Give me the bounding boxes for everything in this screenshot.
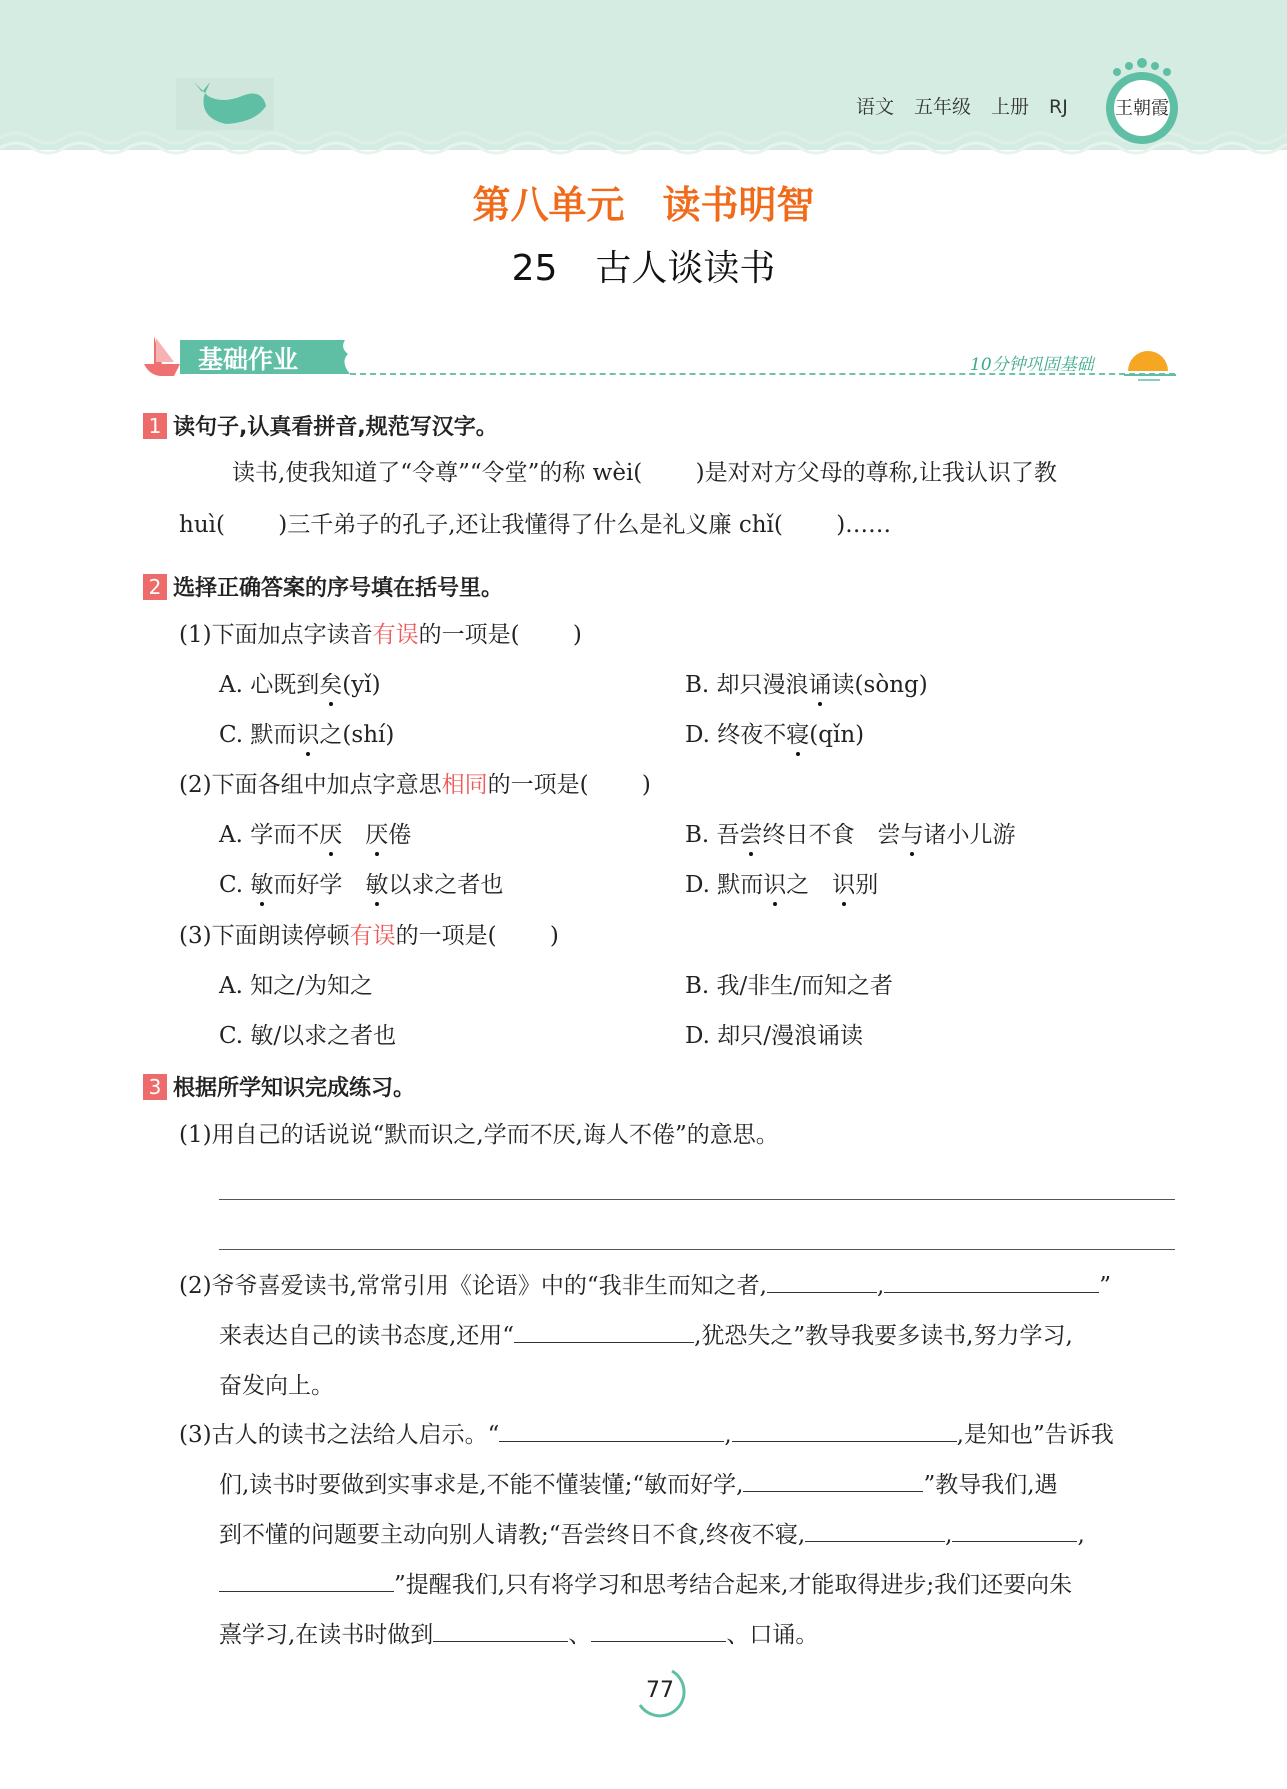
- line-text: ,犹恐失之”教导我要多读书,努力学习,: [694, 1323, 1073, 1349]
- option-char: 浪: [794, 1023, 817, 1049]
- option-char: D: [685, 872, 703, 898]
- answer-option[interactable]: [219, 819, 411, 851]
- whale-icon: [176, 78, 274, 130]
- option-char: 之: [319, 722, 343, 748]
- option-char: 不: [808, 822, 832, 848]
- option-char: n: [840, 722, 856, 748]
- q3-fill-line: [219, 1569, 1072, 1601]
- option-char: g: [904, 672, 919, 698]
- option-char: 者: [350, 1023, 374, 1049]
- question-title: 选择正确答案的序号填在括号里。: [173, 576, 504, 601]
- option-char: ǐ: [832, 722, 841, 748]
- answer-option[interactable]: [685, 719, 864, 751]
- option-char: 为: [304, 973, 327, 999]
- dotted-character: 厌: [319, 822, 343, 848]
- dotted-character: 识: [763, 872, 787, 898]
- option-char: h: [363, 722, 379, 748]
- option-char: 心: [250, 672, 274, 698]
- option-char: 求: [304, 1023, 328, 1049]
- option-char: (: [342, 672, 352, 698]
- q3-fill-line: [219, 1320, 1073, 1352]
- q3-fill-line: [179, 1419, 1114, 1451]
- option-char: ò: [875, 672, 890, 698]
- option-char: (: [342, 722, 352, 748]
- question-number-badge: 2: [143, 574, 167, 600]
- q1-text-line: 读书,使我知道了“令尊”“令堂”的称 wèi( )是对对方父母的尊称,让我认识了教: [232, 460, 1057, 486]
- option-char: .: [235, 872, 244, 898]
- fill-blank[interactable]: [952, 1520, 1077, 1542]
- line-text: 熹学习,在读书时做到: [219, 1622, 434, 1648]
- option-char: 以: [281, 1023, 305, 1049]
- volume: 上册: [991, 96, 1030, 118]
- option-char: 却: [717, 1023, 741, 1049]
- option-char: 食: [831, 822, 855, 848]
- sunset-icon: [1120, 343, 1178, 383]
- option-char: 者: [870, 973, 894, 999]
- fill-blank[interactable]: [884, 1271, 1099, 1293]
- option-char: A: [219, 973, 236, 999]
- question-number-badge: 1: [143, 413, 167, 439]
- option-char: .: [235, 973, 243, 999]
- q1-text-line: huì( )三千弟子的孔子,还让我懂得了什么是礼义廉 chǐ( )……: [179, 512, 892, 538]
- option-char: .: [702, 1023, 710, 1049]
- option-char: 之: [350, 973, 373, 999]
- option-char: 也: [373, 1023, 397, 1049]
- book-info: [856, 92, 1088, 119]
- stem-text: (3)下面朗读停顿: [179, 923, 350, 949]
- option-char: 之: [327, 1023, 351, 1049]
- answer-option[interactable]: [685, 1020, 863, 1052]
- line-text: (3)古人的读书之法给人启示。“: [179, 1422, 500, 1448]
- question-2-heading: [143, 571, 503, 602]
- option-char: ): [918, 672, 928, 698]
- option-char: .: [235, 672, 243, 698]
- option-char: /: [793, 973, 802, 999]
- option-char: .: [701, 973, 710, 999]
- option-char: (: [809, 722, 819, 748]
- option-char: 别: [855, 872, 879, 898]
- line-text: ,: [876, 1273, 885, 1299]
- option-char: 儿: [969, 822, 993, 848]
- option-char: 之: [786, 872, 810, 898]
- option-char: C: [219, 1023, 236, 1049]
- option-char: 漫: [762, 672, 786, 698]
- option-char: 而: [273, 722, 297, 748]
- line-text: ”提醒我们,只有将学习和思考结合起来,才能取得进步;我们还要向朱: [394, 1572, 1073, 1598]
- option-char: 生: [770, 973, 794, 999]
- option-char: (: [854, 672, 864, 698]
- dotted-character: 识: [296, 722, 320, 748]
- q3-fill-line: [179, 1270, 1111, 1302]
- dotted-character: 尝: [739, 822, 763, 848]
- option-char: /: [296, 973, 304, 999]
- answer-option[interactable]: [685, 970, 893, 1002]
- fill-blank[interactable]: [767, 1271, 877, 1293]
- fill-blank[interactable]: [743, 1470, 923, 1492]
- question-title: 根据所学知识完成练习。: [173, 1076, 416, 1101]
- option-char: 非: [747, 973, 771, 999]
- option-char: /: [273, 1023, 282, 1049]
- option-char: 而: [273, 872, 297, 898]
- option-char: 而: [273, 822, 297, 848]
- option-char: q: [818, 722, 833, 748]
- section-tip: 10分钟巩固基础: [970, 355, 1094, 375]
- option-char: 知: [250, 973, 274, 999]
- q3-fill-line: [219, 1519, 1085, 1551]
- option-char: ): [855, 722, 865, 748]
- option-char: 只: [739, 672, 763, 698]
- q3-fill-line: [219, 1469, 1058, 1501]
- fill-blank[interactable]: [591, 1620, 726, 1642]
- brand-logo: [1101, 58, 1183, 150]
- option-char: D: [685, 722, 703, 748]
- option-char: .: [702, 722, 710, 748]
- option-char: 知: [824, 973, 848, 999]
- option-char: 诵: [817, 1023, 840, 1049]
- unit-title: [0, 174, 1287, 229]
- option-char: 学: [250, 822, 274, 848]
- option-char: 漫: [771, 1023, 794, 1049]
- option-char: 游: [992, 822, 1016, 848]
- option-char: 却: [716, 672, 740, 698]
- option-char: 终: [762, 822, 786, 848]
- option-char: 不: [296, 822, 320, 848]
- option-char: 终: [717, 722, 741, 748]
- highlight-keyword: 相同: [441, 772, 488, 798]
- answer-option[interactable]: [219, 1020, 396, 1052]
- fill-blank[interactable]: [732, 1420, 957, 1442]
- line-text: 来表达自己的读书态度,还用“: [219, 1323, 515, 1349]
- answer-option[interactable]: [685, 669, 928, 701]
- option-char: [855, 822, 878, 848]
- option-char: 之: [434, 872, 458, 898]
- option-char: s: [863, 672, 876, 698]
- fill-blank[interactable]: [514, 1321, 694, 1343]
- q3-fill-line: [219, 1370, 334, 1402]
- answer-option[interactable]: [219, 669, 381, 701]
- option-char: C: [219, 872, 236, 898]
- fill-blank[interactable]: [499, 1420, 724, 1442]
- question-number-badge: 3: [143, 1074, 167, 1100]
- option-char: 好: [296, 872, 320, 898]
- option-char: 默: [717, 872, 741, 898]
- stem-text: (1)下面加点字读音: [179, 622, 373, 648]
- dotted-character: 与: [900, 822, 924, 848]
- dotted-character: 识: [832, 872, 856, 898]
- stem-text: (2)下面各组中加点字意思: [179, 772, 442, 798]
- option-char: B: [685, 973, 702, 999]
- highlight-keyword: 有误: [349, 923, 396, 949]
- option-char: 之: [273, 973, 297, 999]
- option-char: 默: [250, 722, 274, 748]
- fill-blank[interactable]: [805, 1520, 945, 1542]
- question-3-heading: [143, 1071, 415, 1102]
- option-char: 之: [847, 973, 871, 999]
- answer-line[interactable]: [219, 1249, 1175, 1250]
- dotted-character: 矣: [319, 672, 343, 698]
- line-text: ,: [945, 1522, 953, 1548]
- option-char: y: [351, 672, 365, 698]
- option-char: 吾: [716, 822, 740, 848]
- option-char: 敏: [250, 1023, 274, 1049]
- option-char: 读: [831, 672, 855, 698]
- unit-theme: 读书明智: [662, 183, 815, 227]
- q3-fill-line: [219, 1619, 818, 1651]
- line-text: ”教导我们,遇: [923, 1472, 1058, 1498]
- stem-text: 的一项是( ): [418, 622, 582, 648]
- option-char: 尝: [877, 822, 901, 848]
- option-char: 知: [327, 973, 350, 999]
- dotted-character: 敏: [365, 872, 389, 898]
- fill-blank[interactable]: [219, 1570, 394, 1592]
- answer-option[interactable]: [219, 970, 373, 1002]
- answer-option[interactable]: [219, 869, 503, 901]
- option-char: 到: [296, 672, 320, 698]
- option-char: [709, 822, 716, 848]
- section-title: 基础作业: [198, 345, 299, 374]
- line-text: 们,读书时要做到实事求是,不能不懂装懂;“敏而好学,: [219, 1472, 744, 1498]
- question-stem: [179, 619, 582, 651]
- subject: 语文: [856, 96, 895, 118]
- option-char: 我: [716, 973, 740, 999]
- option-char: [342, 822, 365, 848]
- answer-option[interactable]: [219, 719, 394, 751]
- answer-option[interactable]: [685, 819, 1016, 851]
- grade: 五年级: [914, 96, 972, 118]
- question-1-heading: [143, 410, 498, 441]
- question-stem: [179, 920, 559, 952]
- option-char: B: [685, 672, 702, 698]
- line-text: 、: [568, 1622, 592, 1648]
- option-char: í: [378, 722, 386, 748]
- line-text: ,是知也”告诉我: [956, 1422, 1114, 1448]
- option-char: ): [371, 672, 381, 698]
- option-char: .: [701, 822, 710, 848]
- option-char: 倦: [388, 822, 412, 848]
- line-text: 到不懂的问题要主动向别人请教;“吾尝终日不食,终夜不寝,: [219, 1522, 806, 1548]
- option-char: [709, 672, 716, 698]
- option-char: /: [739, 973, 748, 999]
- option-char: 求: [411, 872, 435, 898]
- option-char: B: [685, 822, 702, 848]
- question-title: 读句子,认真看拼音,规范写汉字。: [173, 415, 498, 440]
- edition: RJ: [1049, 96, 1068, 118]
- page-number: 77: [646, 1678, 674, 1703]
- option-char: [809, 872, 832, 898]
- lesson-number: 25: [511, 248, 558, 289]
- option-char: 以: [388, 872, 412, 898]
- line-text: (2)爷爷喜爱读书,常常引用《论语》中的“我非生而知之者,: [179, 1273, 767, 1299]
- option-char: n: [889, 672, 905, 698]
- option-char: 浪: [785, 672, 809, 698]
- option-char: 也: [480, 872, 504, 898]
- option-char: 者: [457, 872, 481, 898]
- option-char: D: [685, 1023, 703, 1049]
- dotted-character: 寝: [786, 722, 810, 748]
- option-char: A: [219, 822, 236, 848]
- unit-number: 第八单元: [472, 183, 625, 227]
- option-char: 而: [740, 872, 764, 898]
- option-char: 夜: [740, 722, 764, 748]
- line-text: ,: [724, 1422, 732, 1448]
- option-char: [709, 973, 716, 999]
- answer-option[interactable]: [685, 869, 878, 901]
- option-char: 只: [740, 1023, 764, 1049]
- option-char: .: [235, 822, 243, 848]
- line-text: ”: [1099, 1273, 1112, 1299]
- option-char: 而: [801, 973, 825, 999]
- option-char: ): [385, 722, 395, 748]
- option-char: .: [702, 872, 710, 898]
- line-text: ,: [1077, 1522, 1085, 1548]
- option-char: 小: [946, 822, 970, 848]
- option-char: C: [219, 722, 236, 748]
- svg-text:王朝霞: 王朝霞: [1115, 98, 1169, 119]
- option-char: 学: [319, 872, 343, 898]
- fill-blank[interactable]: [433, 1620, 568, 1642]
- line-text: 奋发向上。: [219, 1373, 334, 1399]
- option-char: 既: [273, 672, 297, 698]
- q3-part1-prompt: (1)用自己的话说说“默而识之,学而不厌,诲人不倦”的意思。: [179, 1122, 779, 1148]
- option-char: A: [219, 672, 236, 698]
- option-char: 不: [763, 722, 787, 748]
- highlight-keyword: 有误: [372, 622, 419, 648]
- option-char: [342, 872, 365, 898]
- dotted-character: 诵: [808, 672, 832, 698]
- lesson-title: [0, 240, 1287, 291]
- question-stem: [179, 769, 651, 801]
- option-char: 读: [840, 1023, 863, 1049]
- line-text: 、口诵。: [726, 1622, 819, 1648]
- option-char: ǐ: [364, 672, 372, 698]
- lesson-name: 古人谈读书: [595, 248, 776, 289]
- answer-line[interactable]: [219, 1199, 1175, 1200]
- option-char: .: [701, 672, 710, 698]
- option-char: /: [763, 1023, 771, 1049]
- dotted-character: 敏: [250, 872, 274, 898]
- option-char: s: [351, 722, 364, 748]
- option-char: 诸: [923, 822, 947, 848]
- option-char: .: [235, 722, 244, 748]
- dotted-character: 厌: [365, 822, 389, 848]
- stem-text: 的一项是( ): [395, 923, 559, 949]
- option-char: .: [235, 1023, 244, 1049]
- option-char: 日: [785, 822, 809, 848]
- stem-text: 的一项是( ): [487, 772, 651, 798]
